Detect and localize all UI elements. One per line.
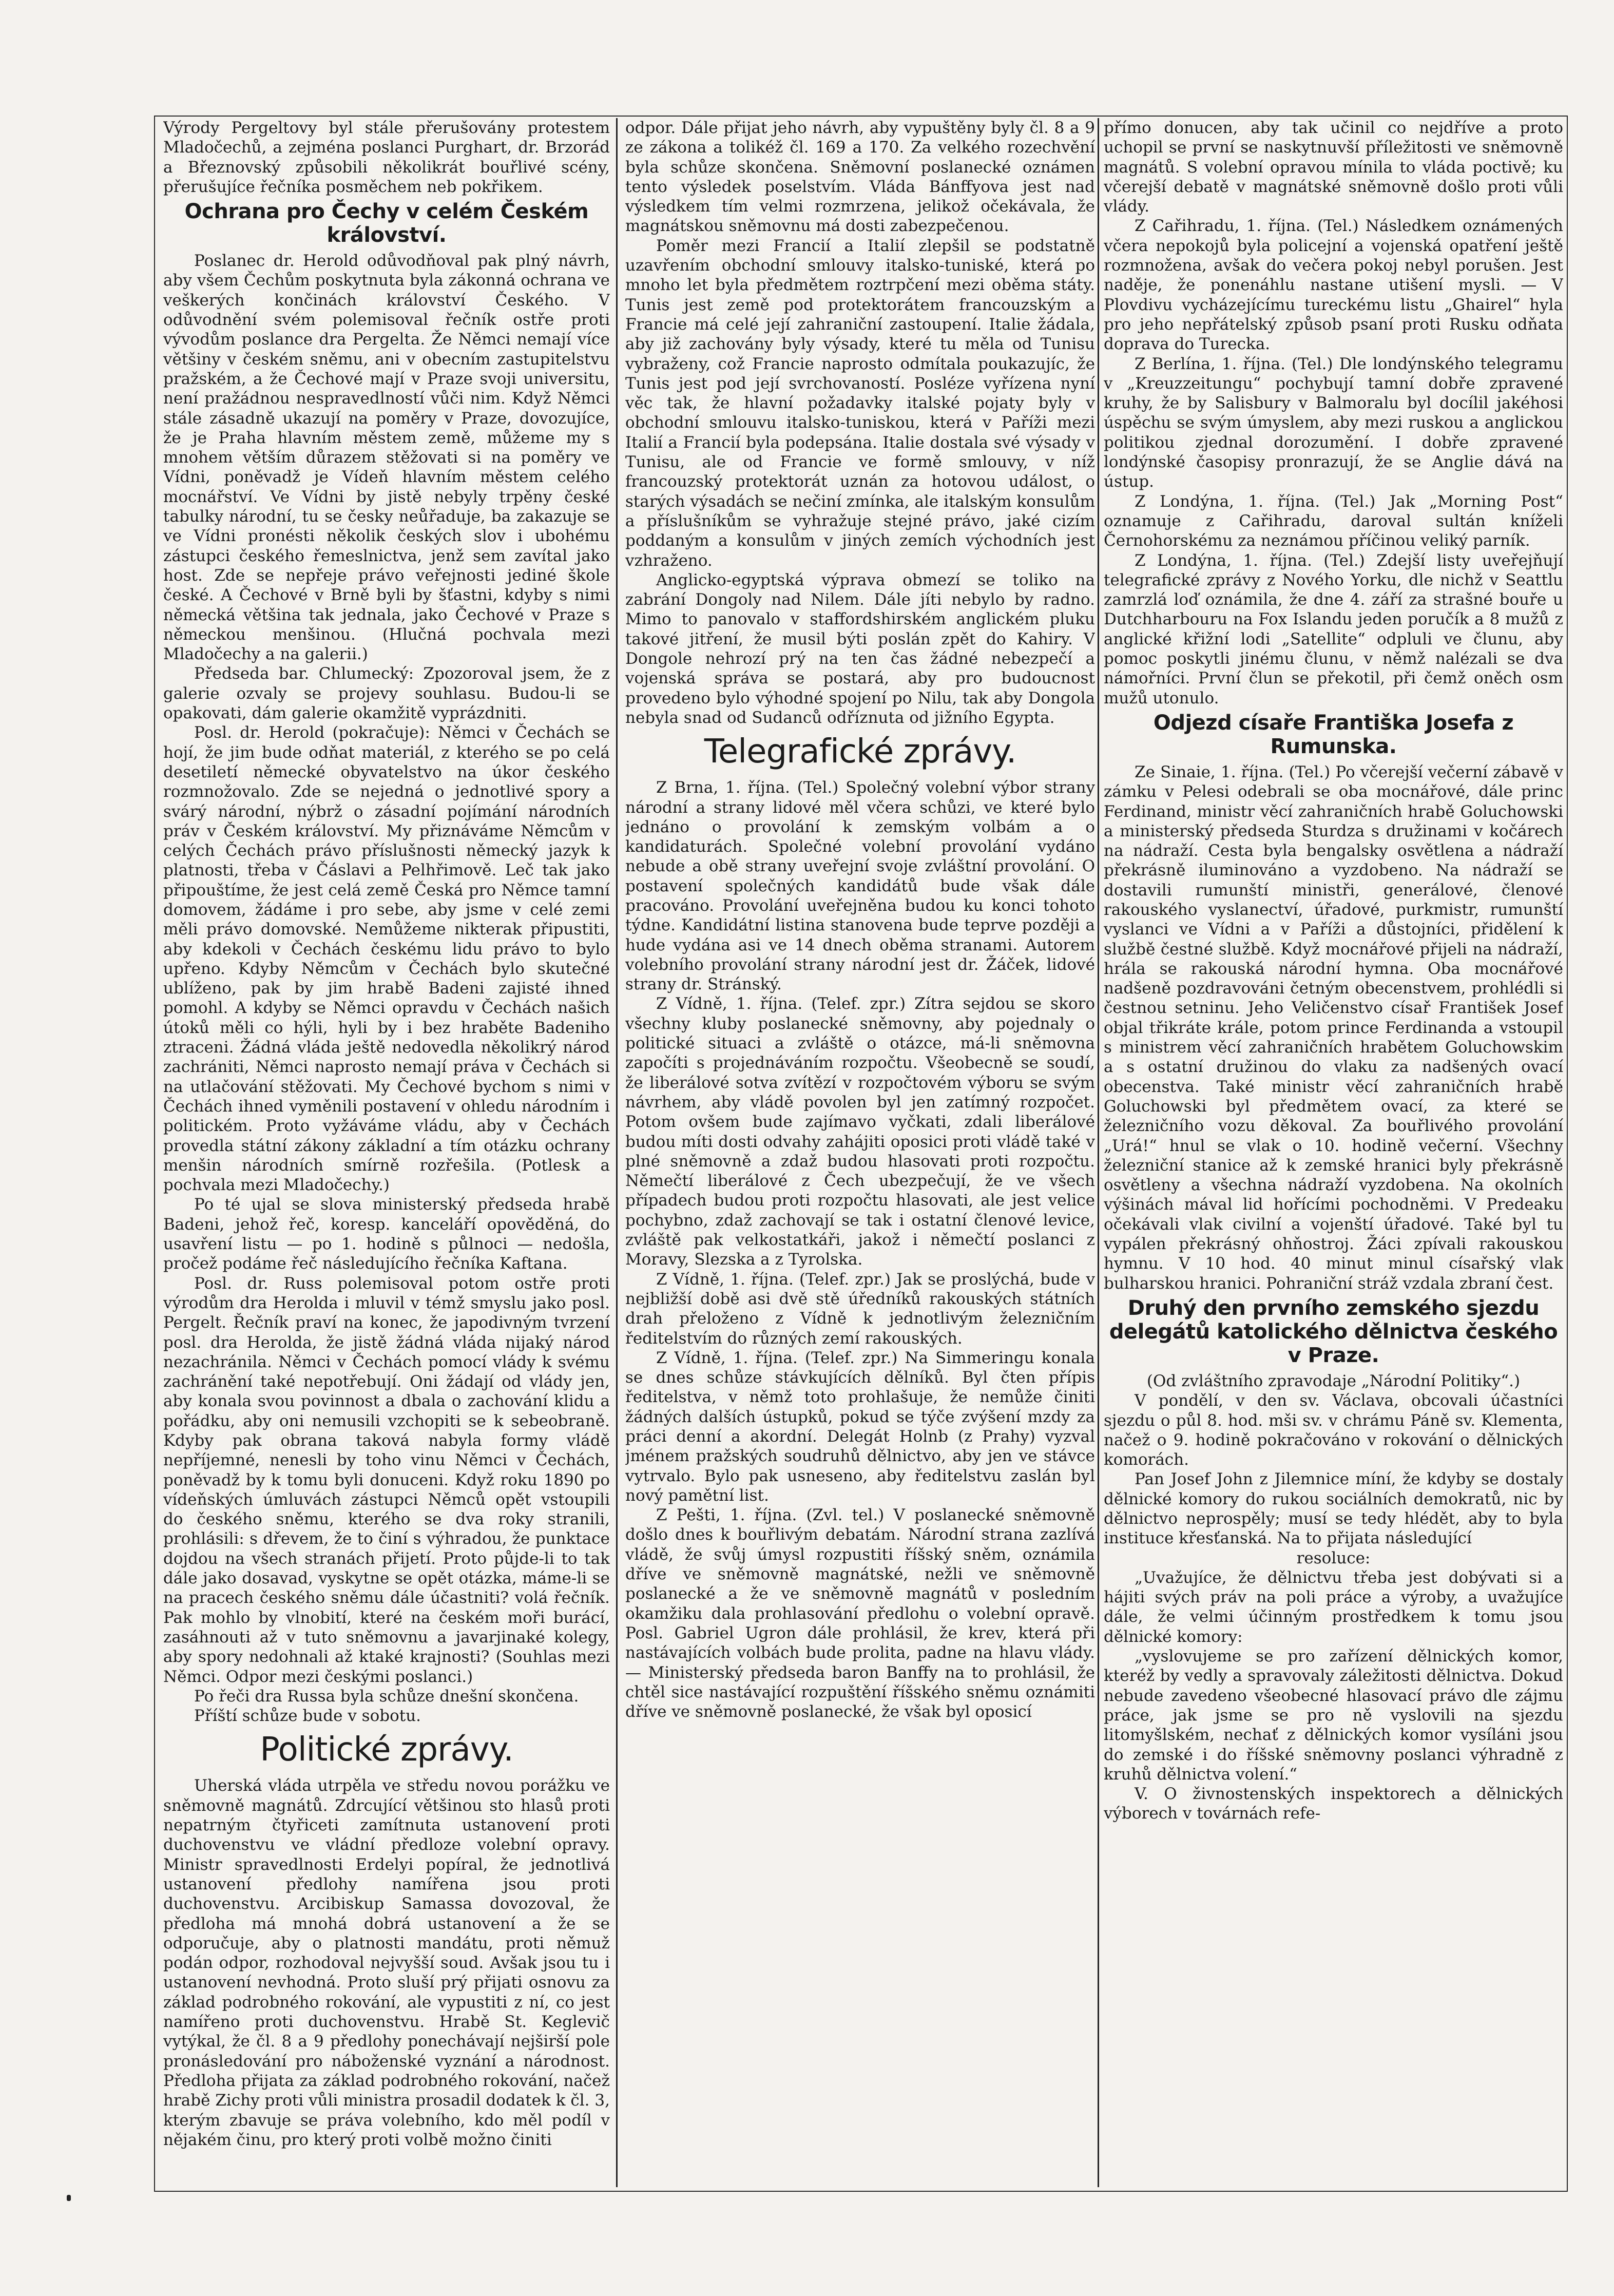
paragraph: „Uvažujíce, že dělnictvu třeba jest dobývati si a hájiti svých práv na poli práce a výroby, a uvažujíce dále, že velmi účinným prostředkem k tomu jsou dělnické komory: bbox=[1104, 1568, 1563, 1646]
paragraph: Uherská vláda utrpěla ve středu novou porážku ve sněmovně magnátů. Zdrcující většinou sto hlasů proti nepatrným čtyřiceti zamítnuta ustanovení proti duchovenstvu ve vládní předloze volební opravy. Ministr spravedlnosti Erdelyi popíral, že jednotlivá ustanovení předlohy namířena jsou proti duchovenstvu. Arcibiskup Samassa dovozoval, že předloha má mnohá dobrá ustanovení a že se odporučuje, aby o platnosti mandátu, proti němuž podán odpor, rozhodoval nejvyšší soud. Avšak jsou tu i ustanovení nevhodná. Proto sluší prý přijati osnovu za základ podrobného rokování, ale vypustiti z ní, co jest namířeno proti duchovenstvu. Hrabě St. Keglevič vytýkal, že čl. 8 a 9 předlohy ponechávají nejširší pole pronásledování pro náboženské vyznání a národnost. Předloha přijata za základ podrobného rokování, načež hrabě Zichy proti vůli ministra prosadil dodatek k čl. 3, kterým zbavuje se práva volebního, kdo měl podíl v nějakém činu, pro který proti volbě možno činiti bbox=[163, 1776, 610, 2149]
paragraph: Pan Josef John z Jilemnice míní, že kdyby se dostaly dělnické komory do rukou sociálních demokratů, nic by dělnictvo neprospěly; musí se tedy hlédět, aby to byla instituce křesťanská. Na to přijata následující bbox=[1104, 1470, 1563, 1548]
paragraph: Předseda bar. Chlumecký: Zpozoroval jsem, že z galerie ozvaly se projevy souhlasu. Budou-li se opakovati, dám galerie okamžitě vyprázdniti. bbox=[163, 664, 610, 723]
paragraph: Z Berlína, 1. října. (Tel.) Dle londýnského telegramu v „Kreuzzeitungu“ pochybují tamní dobře zpravené kruhy, že by Salisbury v Balmoralu byl docílil jakéhosi úspěchu se svým úmyslem, aby mezi ruskou a anglickou politikou zjednal dorozumění. I dobře zpravené londýnské časopisy pronrazují, že se Anglie dává na ústup. bbox=[1104, 354, 1563, 491]
section-heading: Ochrana pro Čechy v celém Českém království. bbox=[184, 200, 589, 247]
paragraph: Anglicko-egyptská výprava obmezí se toliko na zabrání Dongoly nad Nilem. Dále jíti nebylo by radno. Mimo to panovalo v staffordshirském anglickém pluku takové jitření, že musil býti poslán zpět do Kahiry. V Dongole nehrozí prý na ten čas žádné nebezpečí a vojenská správa se postará, aby pro budoucnost provedeno bylo výhodné spojení po Nilu, tak aby Dongola nebyla snad od Sudanců odříznuta od jižního Egypta. bbox=[625, 570, 1095, 727]
byline: (Od zvláštního zpravodaje „Národní Politiky“.) bbox=[1146, 1371, 1521, 1390]
paragraph: „vyslovujeme se pro zařízení dělnických komor, kteréž by vedly a spravovaly záležitosti dělnictva. Dokud nebude zavedeno všeobecné hlasovací právo dle zájmu práce, jak jsme se pro ně vyslovili na sjezdu litomyšlském, nechať z dělnických komor vysíláni jsou do zemské i do říšské sněmovny poslanci výhradně z kruhů dělnictva volení.“ bbox=[1104, 1647, 1563, 1784]
paragraph: Z Vídně, 1. října. (Telef. zpr.) Jak se proslýchá, bude v nejbližší době asi dvě stě úředníků rakouských státních drah přeloženo z Vídně k jednotlivým železničním ředitelstvím do různých zemí rakouských. bbox=[625, 1270, 1095, 1348]
paragraph: Z Pešti, 1. října. (Zvl. tel.) V poslanecké sněmovně došlo dnes k bouřlivým debatám. Národní strana zazlívá vládě, že svůj úmysl rozpustiti říšský sněm, oznámila dříve ve sněmovně magnátské, nežli ve sněmovně poslanecké a že ve sněmovně magnátů v posledním okamžiku dala prohlasování předlohu o volební opravě. Posl. Gabriel Ugron dále prohlásil, že krev, která při nastávajících volbách bude prolita, padne na hlavu vlády. — Ministerský předseda baron Banffy na to prohlásil, že chtěl sice nastávající rozpuštění říšského sněmu oznámiti dříve ve sněmovně poslanecké, že však byl oposicí bbox=[625, 1506, 1095, 1721]
paragraph: Příští schůze bude v sobotu. bbox=[194, 1707, 421, 1726]
paragraph: Z Vídně, 1. října. (Telef. zpr.) Zítra sejdou se skoro všechny kluby poslanecké sněmovny, aby pojednaly o politické situaci a zvláště o otázce, má-li sněmovna započíti s projednáváním rozpočtu. Všeobecně se soudí, že liberálové sotva zvítězí v rozpočtovém výboru se svým návrhem, aby vládě povolen byl jen zatímný rozpočet. Potom ovšem bude zajímavo vyčkati, zdali liberálové budou míti dosti odvahy zahájiti oposici proti vládě také v plné sněmovně a zdaž budou hlasovati proti rozpočtu. Němečtí liberálové z Čech ubezpečují, že ve všech případech budou proti rozpočtu hlasovati, ale jest velice pochybno, zdaž zachovají se tak i ostatní členové levice, zvláště pak velkostatkáři, jakož i němečtí poslanci z Moravy, Slezska a z Tyrolska. bbox=[625, 994, 1095, 1269]
resolution-heading: resoluce: bbox=[1296, 1548, 1371, 1567]
margin-mark bbox=[67, 2195, 71, 2201]
column-3 bbox=[1104, 118, 1563, 2182]
paragraph: Z Cařihradu, 1. října. (Tel.) Následkem oznámených včera nepokojů byla policejní a vojenská opatření ještě rozmnožena, avšak do večera pokoj nebyl porušen. Jest naděje, že ponenáhlu nastane utišení mysli. — V Plovdivu vycházejícímu tureckému listu „Ghairel“ hyla pro jeho nepřátelský způsob psaní proti Rusku odňata doprava do Turecka. bbox=[1104, 217, 1563, 354]
paragraph: Poměr mezi Francií a Italií zlepšil se podstatně uzavřením obchodní smlouvy italsko-tuniské, která po mnoho let byla předmětem roztrpčení mezi oběma státy. Tunis jest země pod protektorátem francouzským a Francie má celé její zahraniční zastoupení. Italie žádala, aby již zachovány byly výsady, které tu měla od Tunisu vybraženy, což Francie naprosto odmítala poukazujíc, že Tunis jest pod její svrchovaností. Posléze vyřízena nyní věc tak, že hlavní požadavky italské pojaty byly v obchodní smlouvu italsko-tuniskou, která v Paříži mezi Italií a Francií byla podepsána. Italie dostala své výsady v Tunisu, ale od Francie ve formě smlouvy, v níž francouzský protektorát uznán za hotovou událost, o starých výsadách se nečiní zmínka, ale italským konsulům a příslušníkům se vyhražuje stejné právo, jaké cizím poddaným a konsulům v jiných zemích východních jest vzhraženo. bbox=[625, 236, 1095, 570]
section-heading: Druhý den prvního zemského sjezdu delegátů katolického dělnictva českého v Praze. bbox=[1109, 1296, 1558, 1367]
paragraph: Posl. dr. Russ polemisoval potom ostře proti výrodům dra Herolda i mluvil v témž smyslu jako posl. Pergelt. Řečník praví na konec, že japodivným tvrzení posl. dra Herolda, že jistě žádná vláda nijaký národ nezachránila. Němci v Čechách pomocí vlády k svému zachránění také nepotřebují. Oni žádají od vlády jen, aby konala svou povinnost a dbala o zachování klidu a pořádku, aby oni nemusili vzchopiti se k sebeobraně. Kdyby pak obrana taková nabyla formy vládě nepříjemné, nenesli by toho vinu Němci v Čechách, poněvadž by k tomu byli donuceni. Když roku 1890 po vídeňských úmluvách zástupci Němců opět vstoupili do českého sněmu, kterého se dva roky stranili, prohlásili: s dřevem, že to činí s výhradou, že punktace dojdou na všech stranách přijetí. Proto půjde-li to tak dále jako dosavad, vyskytne se opět otázka, máme-li se na pracech českého sněmu dále účastniti? volá řečník. Pak mohlo by vlnobití, které na českém moři burácí, zasáhnouti až v tuto sněmovnu a javarjinaké kolegy, aby spory nedohnali až ktaké krajnosti? (Souhlas mezi Němci. Odpor mezi českými poslanci.) bbox=[163, 1274, 610, 1686]
paragraph: Po řeči dra Russa byla schůze dnešní skončena. bbox=[194, 1687, 579, 1706]
paragraph: Z Londýna, 1. října. (Tel.) Zdejší listy uveřejňují telegrafické zprávy z Nového Yorku, dle nichž v Seattlu zamrzlá loď oznámila, že dne 4. září za strašné bouře u Dutchharbouru na Fox Islandu jeden poručík a 8 mužů z anglické křižní lodi „Satellite“ odpluli ve člunu, aby pomoc poskytli jinému člunu, v němž nalézali se dva námořníci. První člun se překotil, při čemž oněch osm mužů utonulo. bbox=[1104, 551, 1563, 707]
paragraph: Výrody Pergeltovy byl stále přerušovány protestem Mladočechů, a zejména poslanci Purghart, dr. Brzorád a Březnovský způsobili několikrát bouřlivé scény, přerušujíce řečníka posměchem neb pokřikem. bbox=[163, 119, 610, 196]
paragraph: V. O živnostenských inspektorech a dělnických výborech v továrnách refe- bbox=[1104, 1785, 1563, 1823]
column-rule bbox=[616, 118, 618, 2187]
paragraph: Z Brna, 1. října. (Tel.) Společný volební výbor strany národní a strany lidové měl včera schůzi, ve které bylo jednáno o provolání k zemským volbám a o kandidaturách. Společné volební provolání vydáno nebude a obě strany uveřejní svoje zvláštní provolání. O postavení společných kandidátů bude však dále pracováno. Provolání uveřejněna budou ku konci tohoto týdne. Kandidátní listina stanovena bude teprve později a hude vydána asi ve 14 dnech oběma stranami. Autorem volebního provolání strany národní jest dr. Žáček, lidové strany dr. Stránský. bbox=[625, 778, 1095, 994]
section-heading: Odjezd císaře Františka Josefa z Rumunska. bbox=[1153, 711, 1514, 758]
column-rule bbox=[1098, 118, 1099, 2187]
section-title: Politické zprávy. bbox=[260, 1731, 513, 1769]
paragraph: přímo donucen, aby tak učinil co nejdříve a proto uchopil se první se naskytnuvší příležitosti ve sněmovně magnátů. S volební opravou mínila to vláda poctivě; ku včerejší debatě v magnátské sněmovně došlo proti vůli vlády. bbox=[1104, 119, 1563, 216]
paragraph: odpor. Dále přijat jeho návrh, aby vypuštěny byly čl. 8 a 9 ze zákona a tolikéž čl. 169 a 170. Za velkého rozechvění byla schůze skončena. Sněmovní poslanecké oznámen tento výsledek poselstvím. Vláda Bánffyova jest nad výsledkem tím velmi rozmrzena, jelikož očekávala, že magnátskou sněmovnu má dosti zabezpečenou. bbox=[625, 119, 1095, 236]
section-title: Telegrafické zprávy. bbox=[704, 733, 1016, 771]
paragraph: Poslanec dr. Herold odůvodňoval pak plný návrh, aby všem Čechům poskytnuta byla zákonná ochrana ve veškerých končinách království Českého. V odůvodnění svém polemisoval řečník ostře proti vývodům poslance dra Pergelta. Že Němci nemají více většiny v českém sněmu, ani v obecním zastupitelstvu pražském, a že Čechové mají v Praze svoji universitu, není pražádnou nespravedlností vůči nim. Když Němci stále zásadně ukazují na poměry v Praze, dovozujíce, že je Praha hlavním městem země, můžeme my s mnohem větším důrazem stěžovati si na poměry ve Vídni, poněvadž je Vídeň hlavním městem celého mocnářství. Ve Vídni by jistě nebyly trpěny české tabulky národní, tu se česky neůřaduje, ba zakazuje se ve Vídni pronésti několik českých slov i ubohému zástupci českého řemeslnictva, jenž sem zavítal jako host. Zde se nepřeje právo veřejnosti jediné škole české. A Čechové v Brně byli by šťastni, kdyby s nimi německá většina tak jednala, jako Čechové v Praze s německou menšinou. (Hlučná pochvala mezi Mladočechy a na galerii.) bbox=[163, 252, 610, 664]
column-1 bbox=[163, 118, 610, 2182]
paragraph: Po té ujal se slova ministerský předseda hrabě Badeni, jehož řeč, koresp. kanceláří opověděná, do usavření listu — po 1. hodině s půlnoci — nedošla, pročež podáme řeč následujícího řečníka Kaftana. bbox=[163, 1195, 610, 1273]
column-2 bbox=[625, 118, 1095, 2182]
paragraph: Ze Sinaie, 1. října. (Tel.) Po včerejší večerní zábavě v zámku v Pelesi odebrali se oba mocnářové, dále princ Ferdinand, ministr věcí zahraničních hrabě Goluchowski a ministerský předseda Sturdza s družinami v kočárech na nádraží. Cesta byla bengalsky osvětlena a nádraží překrásně iluminováno a vyzdobeno. Na nádraží se dostavili rumunští ministři, generálové, členové rakouského vyslanectví, úřadové, purkmistr, rumunští vyslanci ve Vídni a v Paříži a důstojníci, přidělení k službě čestné službě. Když mocnářové přijeli na nádraží, hrála se rakouská národní hymna. Oba mocnářové nadšeně pozdravováni četným obecenstvem, prohlédli si čestnou setninu. Jeho Veličenstvo císař František Josef objal třikráte krále, potom prince Ferdinanda a vstoupil s ministrem věcí zahraničních hrabětem Goluchowskim a s ostatní družinou do vlaku za nadšených ovací obecenstva. Také ministr věcí zahraničních hrabě Goluchowski byl předmětem ovací, za které se železničního vozu děkoval. Za bouřlivého provolání „Urá!“ hnul se vlak o 10. hodině večerní. Všechny železniční stanice až k zemské hranici byly překrásně osvětleny a všechna nádraží vyzdobena. Na okolních výšinách mával lid hořícími pochodněmi. V Predeaku očekávali vlak civilní a vojenští úřadové. Také byl tu vypálen překrásný ohňostroj. Žáci zpívali rakouskou hymnu. V 10 hod. 40 minut minul císařský vlak bulharskou hranici. Pohraniční stráž vzdala zbraní čest. bbox=[1104, 762, 1563, 1293]
paragraph: Z Vídně, 1. října. (Telef. zpr.) Na Simmeringu konala se dnes schůze stávkujících dělníků. Byl čten přípis ředitelstva, v němž toto prohlašuje, že nemůže činiti žádných dalších ústupků, pokud se týče zvýšení mzdy za práci denní a akordní. Delegát Holnb (z Prahy) vyzval jménem pražských soudruhů dělnictvo, aby jen ve stávce vytrvalo. Bylo pak usneseno, aby ředitelstvu zaslán byl nový pamětní list. bbox=[625, 1348, 1095, 1505]
paragraph: Posl. dr. Herold (pokračuje): Němci v Čechách se hojí, že jim bude odňat materiál, z kterého se po celá desetiletí německé obyvatelstvo na úkor českého rozmnožovalo. Zde se nejedná o jednotlivé spory a svárý národní, nýbrž o zásadní pojímání národních práv v Českém království. My přiznáváme Němcům v celých Čechách právo příslušnosti německý jazyk k platnosti, třeba v Čáslavi a Pelhřimově. Leč tak jako připouštíme, že jest celá země Česká pro Němce tamní domovem, žádáme i pro sebe, aby jsme v celé zemi měli právo domovské. Nemůžeme nikterak připustiti, aby kdekoli v Čechách českému lidu právo to bylo upřeno. Kdyby Němcům v Čechách bylo skutečné ublíženo, pak by jim hrabě Badeni zajisté ihned pomohl. A kdyby se Němci opravdu v Čechách našich útoků měli co hýli, hyli by i bez hraběte Badeniho ztraceni. Žádná vláda ještě nedovedla několikrý národ zachrániti, Němci naprosto nemají práva v Čechách si na utlačování stěžovati. My Čechové bychom s nimi v Čechách ihned vyměnili postavení v ohledu národním i politickém. Proto vyžáváme vládu, aby v Čechách provedla státní zákony základní a tím otázku ochrany menšin národních smírně rozřešila. (Potlesk a pochvala mezi Mladočechy.) bbox=[163, 723, 610, 1195]
paragraph: V pondělí, v den sv. Václava, obcovali účastníci sjezdu o půl 8. hod. mši sv. v chrámu Páně sv. Klementa, načež o 9. hodině pokračováno v rokování o dělnických komorách. bbox=[1104, 1391, 1563, 1469]
paragraph: Z Londýna, 1. října. (Tel.) Jak „Morning Post“ oznamuje z Cařihradu, daroval sultán kníželi Černohorskému za neznámou příčinou veliký parník. bbox=[1104, 492, 1563, 550]
